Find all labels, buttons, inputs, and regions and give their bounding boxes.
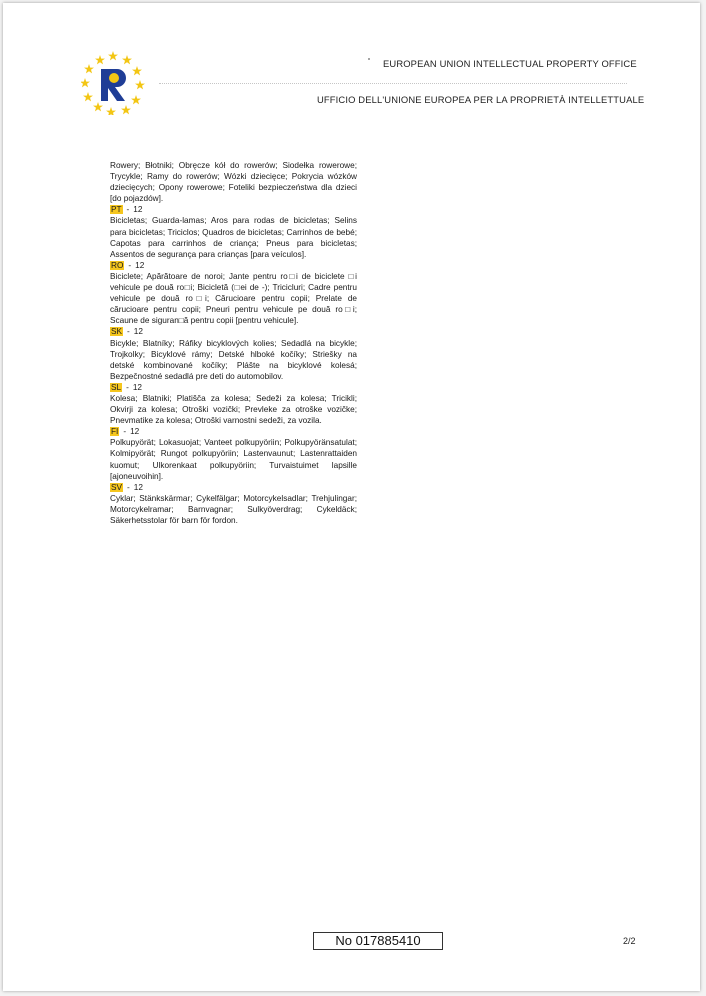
goods-text: Bicicletas; Guarda-lamas; Aros para rodas de bicicletas; Selins para bicicletas; Triciclos; Quadros de bicicletas; Carrinhos de bebé; Capotas para carrinhos de criança; Pneus para bicicletas; Assentos de segurança para crianças [para veículos]. (110, 216, 357, 259)
goods-list (110, 160, 357, 526)
separator: - (123, 427, 127, 437)
r-emblem-icon (101, 69, 126, 101)
section-fi (110, 426, 357, 481)
class-number: 12 (133, 205, 143, 215)
language-code: FI (111, 427, 119, 437)
separator: - (126, 382, 129, 392)
language-line (110, 204, 357, 215)
language-line (110, 426, 357, 437)
section-pt (110, 204, 357, 259)
goods-text: Bicykle; Blatníky; Ráfiky bicyklových kolies; Sedadlá na bicykle; Trojkolky; Bicyklové rámy; Detské hlboké kočíky; Striešky na detské kombinované kočíky; Plášte na bicyklové kolesá; Bezpečnostné sedadlá pre deti do automobilov. (110, 338, 357, 381)
office-name-it: UFFICIO DELL'UNIONE EUROPEA PER LA PROPRIETÀ INTELLETTUALE (317, 94, 645, 105)
language-line (110, 260, 357, 271)
class-number: 12 (130, 427, 140, 437)
goods-text: Kolesa; Blatniki; Platišča za kolesa; Sedeži za kolesa; Tricikli; Okvirji za kolesa; Otroški vozički; Prevleke za otroške vozičke; Pnevmatike za kolesa; Otroški varnostni sedeži, za vozila. (110, 393, 357, 426)
office-name-en: EUROPEAN UNION INTELLECTUAL PROPERTY OFFICE (383, 58, 637, 69)
section-sv (110, 482, 357, 526)
section-sk (110, 326, 357, 381)
page-number: 2/2 (623, 936, 636, 946)
class-number: 12 (135, 260, 145, 270)
language-line (110, 482, 357, 493)
registration-number: No 017885410 (313, 932, 443, 950)
header-divider (159, 83, 627, 84)
section-sl (110, 382, 357, 426)
language-line (110, 326, 357, 337)
class-number: 12 (132, 382, 143, 392)
goods-text: Cyklar; Stänkskärmar; Cykelfälgar; Motorcykelsadlar; Trehjulingar; Motorcykelramar; Barnvagnar; Sulkyöverdrag; Cykeldäck; Säkerhetsstolar för barn för fordon. (110, 493, 357, 525)
language-code: SV (111, 482, 123, 492)
language-line (110, 382, 357, 393)
goods-text: Biciclete; Apărătoare de noroi; Jante pentru ro□i de biciclete □i vehicule pe două ro□i; Bicicletă (□ei de -); Tricicluri; Cadre pentru vehicule pe două ro□i; Cărucioare pentru copii; Prelate de cărucioare pentru copii; Pneuri pentru vehicule pe două ro□i; Scaune de siguran□ă pentru copii [pentru vehicule]. (110, 271, 357, 326)
document-page (3, 3, 700, 991)
euipo-logo (81, 49, 145, 115)
intro-paragraph: Rowery; Błotniki; Obręcze kół do rowerów; Siodełka rowerowe; Trycykle; Ramy do rowerów; Wózki dziecięce; Pokrycia wózków dziecięcych; Opony rowerowe; Foteliki bezpieczeństwa dla dzieci [do pojazdów]. (110, 161, 357, 204)
separator: - (128, 260, 132, 270)
language-code: RO (111, 260, 124, 270)
goods-text: Polkupyörät; Lokasuojat; Vanteet polkupyöriin; Polkupyöränsatulat; Kolmipyörät; Rungot polkupyöriin; Lastenvaunut; Lastenrattaiden kuomut; Ulkorenkaat polkupyöriin; Turvaistuimet lapsille [ajoneuvoihin]. (110, 438, 357, 481)
section-ro (110, 260, 357, 327)
separator: - (126, 205, 130, 215)
separator: - (127, 482, 130, 492)
separator: - (127, 327, 130, 337)
language-code: PT (111, 205, 122, 215)
header-dot (368, 58, 370, 60)
class-number: 12 (133, 327, 143, 337)
language-code: SK (111, 327, 123, 337)
class-number: 12 (133, 482, 143, 492)
language-code: SL (111, 382, 122, 392)
